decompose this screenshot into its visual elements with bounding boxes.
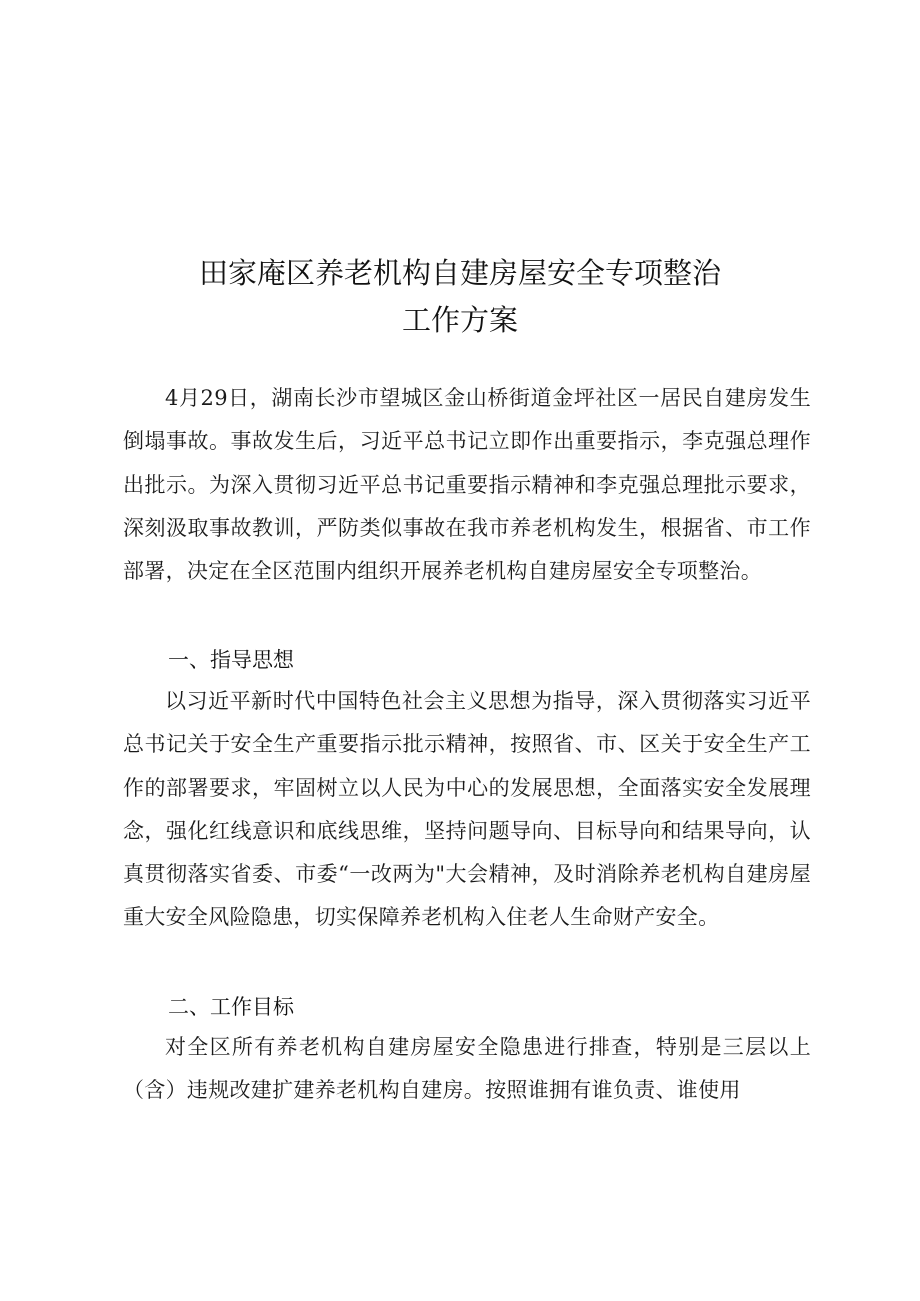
intro-paragraph: 4月29日，湖南长沙市望城区金山桥街道金坪社区一居民自建房发生倒塌事故。事故发生后，习近平总书记立即作出重要指示，李克强总理作出批示。为深入贯彻习近平总书记重要指示精神和李克强总理批示要求，深刻汲取事故教训，严防类似事故在我市养老机构发生，根据省、市工作部署，决定在全区范围内组织开展养老机构自建房屋安全专项整治。 — [123, 386, 811, 584]
document-title-line-1: 田家庵区养老机构自建房屋安全专项整治 — [198, 256, 721, 290]
section-heading-work-goals: 二、工作目标 — [168, 995, 294, 1019]
work-goals-paragraph: 对全区所有养老机构自建房屋安全隐患进行排查，特别是三层以上（含）违规改建扩建养老机构自建房。按照谁拥有谁负责、谁使用 — [123, 1035, 811, 1103]
section-heading-guiding-ideology: 一、指导思想 — [168, 648, 294, 672]
guiding-ideology-paragraph: 以习近平新时代中国特色社会主义思想为指导，深入贯彻落实习近平总书记关于安全生产重要指示批示精神，按照省、市、区关于安全生产工作的部署要求，牢固树立以人民为中心的发展思想，全面落实安全发展理念，强化红线意识和底线思维，坚持问题导向、目标导向和结果导向，认真贯彻落实省委、市委“一改两为"大会精神，及时消除养老机构自建房屋重大安全风险隐患，切实保障养老机构入住老人生命财产安全。 — [123, 689, 811, 930]
document-title-line-2: 工作方案 — [401, 303, 518, 337]
